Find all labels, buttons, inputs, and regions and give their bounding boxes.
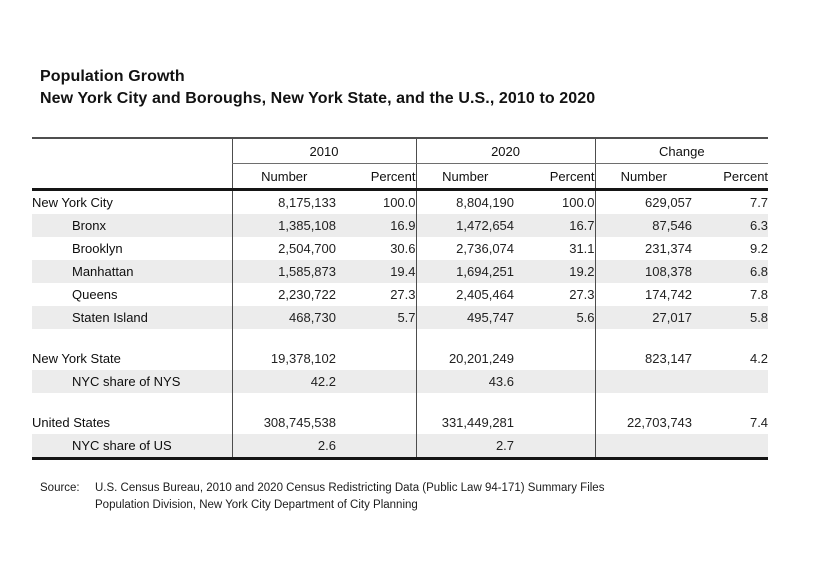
source-line-2: Population Division, New York City Department of City Planning <box>95 499 418 511</box>
row-label <box>32 393 232 411</box>
cell-percent-2020 <box>514 347 595 370</box>
cell-percent-2010: 30.6 <box>390 241 416 256</box>
cell-percent-change: 7.7 <box>749 195 769 210</box>
cell-number-2010 <box>232 393 336 411</box>
spacer-row <box>32 393 768 411</box>
cell-number-change <box>595 434 692 459</box>
cell-number-change: 174,742 <box>595 283 692 306</box>
cell-percent-2010 <box>336 329 416 347</box>
cell-number-2020: 8,804,190 <box>416 190 514 215</box>
cell-percent-2020 <box>514 329 595 347</box>
cell-percent-2020: 27.3 <box>569 287 595 302</box>
corner-cell <box>32 138 232 164</box>
spacer-row <box>32 329 768 347</box>
corner-cell <box>32 164 232 190</box>
row-label <box>32 329 232 347</box>
table-row <box>32 190 768 215</box>
row-label: NYC share of NYS <box>32 370 232 393</box>
cell-number-change: 87,546 <box>595 214 692 237</box>
cell-percent-2020: 100.0 <box>561 195 595 210</box>
cell-percent-change <box>692 329 768 347</box>
sub-header-row <box>32 164 768 190</box>
cell-number-2010: 1,585,873 <box>232 260 336 283</box>
cell-number-change: 27,017 <box>595 306 692 329</box>
cell-number-2020: 43.6 <box>416 370 514 393</box>
cell-percent-change: 6.3 <box>692 214 768 237</box>
group-header-change: Change <box>595 138 768 164</box>
source-line-1: U.S. Census Bureau, 2010 and 2020 Census Redistricting Data (Public Law 94-171) Summary Files <box>95 482 605 494</box>
col-header-number-2020: Number <box>416 164 514 190</box>
col-header-number-change: Number <box>595 164 692 190</box>
table-row <box>32 260 768 283</box>
cell-percent-2010: 27.3 <box>390 287 416 302</box>
cell-number-2020: 2,405,464 <box>416 283 514 306</box>
cell-number-2020 <box>416 393 514 411</box>
cell-percent-change <box>692 393 768 411</box>
cell-number-2010: 2.6 <box>232 434 336 459</box>
cell-percent-2020 <box>514 434 595 459</box>
cell-percent-2010: 5.7 <box>336 306 416 329</box>
table-row <box>32 370 768 393</box>
group-header-2020: 2020 <box>416 138 595 164</box>
cell-percent-2020 <box>514 393 595 411</box>
cell-percent-change <box>692 370 768 393</box>
cell-percent-2020 <box>514 370 595 393</box>
cell-number-2010 <box>232 329 336 347</box>
cell-percent-change: 7.4 <box>749 415 769 430</box>
cell-number-2010: 2,230,722 <box>232 283 336 306</box>
cell-percent-2010 <box>336 393 416 411</box>
col-header-percent-2020: Percent <box>514 164 595 190</box>
cell-percent-2010 <box>336 411 416 434</box>
col-header-percent-change: Percent <box>692 164 768 190</box>
cell-number-change: 231,374 <box>595 237 692 260</box>
cell-number-2020: 331,449,281 <box>416 411 514 434</box>
cell-number-2020: 1,472,654 <box>416 214 514 237</box>
cell-percent-2020: 5.6 <box>514 306 595 329</box>
cell-percent-change: 9.2 <box>749 241 769 256</box>
cell-number-2010: 8,175,133 <box>232 190 336 215</box>
cell-percent-2020: 31.1 <box>569 241 595 256</box>
cell-percent-2020 <box>514 411 595 434</box>
row-label: NYC share of US <box>32 434 232 459</box>
cell-number-2020 <box>416 329 514 347</box>
cell-number-change: 823,147 <box>595 347 692 370</box>
population-table <box>32 137 768 460</box>
row-label: Staten Island <box>32 306 232 329</box>
cell-number-2020: 2.7 <box>416 434 514 459</box>
row-label: Bronx <box>32 214 232 237</box>
cell-number-2010: 2,504,700 <box>232 237 336 260</box>
cell-number-2010: 1,385,108 <box>232 214 336 237</box>
cell-percent-2010 <box>336 347 416 370</box>
row-label: New York State <box>32 351 121 366</box>
source-label: Source: <box>40 482 80 494</box>
row-label: New York City <box>32 195 113 210</box>
cell-number-change <box>595 393 692 411</box>
cell-number-change: 629,057 <box>595 190 692 215</box>
cell-percent-change: 6.8 <box>692 260 768 283</box>
cell-percent-change: 7.8 <box>749 287 769 302</box>
cell-number-change: 22,703,743 <box>595 411 692 434</box>
group-header-row <box>32 138 768 164</box>
row-label: Queens <box>72 287 118 302</box>
cell-percent-change: 5.8 <box>692 306 768 329</box>
table-row <box>32 411 768 434</box>
group-header-2010: 2010 <box>232 138 416 164</box>
cell-number-2020: 1,694,251 <box>416 260 514 283</box>
table-row <box>32 283 768 306</box>
title-line-2: New York City and Boroughs, New York State, and the U.S., 2010 to 2020 <box>40 90 596 107</box>
page-title <box>40 66 595 110</box>
table-row <box>32 237 768 260</box>
col-header-number-2010: Number <box>232 164 336 190</box>
cell-number-2020: 2,736,074 <box>416 237 514 260</box>
cell-percent-change: 4.2 <box>749 351 769 366</box>
table-body <box>32 190 768 459</box>
table-row <box>32 306 768 329</box>
row-label: Brooklyn <box>72 241 123 256</box>
cell-percent-2010: 16.9 <box>336 214 416 237</box>
cell-number-2010: 468,730 <box>232 306 336 329</box>
row-label: United States <box>32 415 111 430</box>
cell-number-2010: 19,378,102 <box>232 347 336 370</box>
cell-number-2020: 20,201,249 <box>416 347 514 370</box>
cell-percent-2020: 16.7 <box>514 214 595 237</box>
source-note <box>40 480 604 514</box>
cell-number-change <box>595 370 692 393</box>
cell-number-2010: 308,745,538 <box>232 411 336 434</box>
title-line-1: Population Growth <box>40 68 185 85</box>
cell-percent-2020: 19.2 <box>514 260 595 283</box>
table-row <box>32 434 768 459</box>
cell-percent-2010: 19.4 <box>336 260 416 283</box>
table-row <box>32 347 768 370</box>
cell-number-2010: 42.2 <box>232 370 336 393</box>
cell-percent-2010: 100.0 <box>382 195 416 210</box>
col-header-percent-2010: Percent <box>336 164 416 190</box>
source-text <box>95 480 604 514</box>
row-label: Manhattan <box>32 260 232 283</box>
cell-percent-change <box>692 434 768 459</box>
cell-percent-2010 <box>336 434 416 459</box>
cell-number-change <box>595 329 692 347</box>
cell-percent-2010 <box>336 370 416 393</box>
cell-number-2020: 495,747 <box>416 306 514 329</box>
table-row <box>32 214 768 237</box>
cell-number-change: 108,378 <box>595 260 692 283</box>
